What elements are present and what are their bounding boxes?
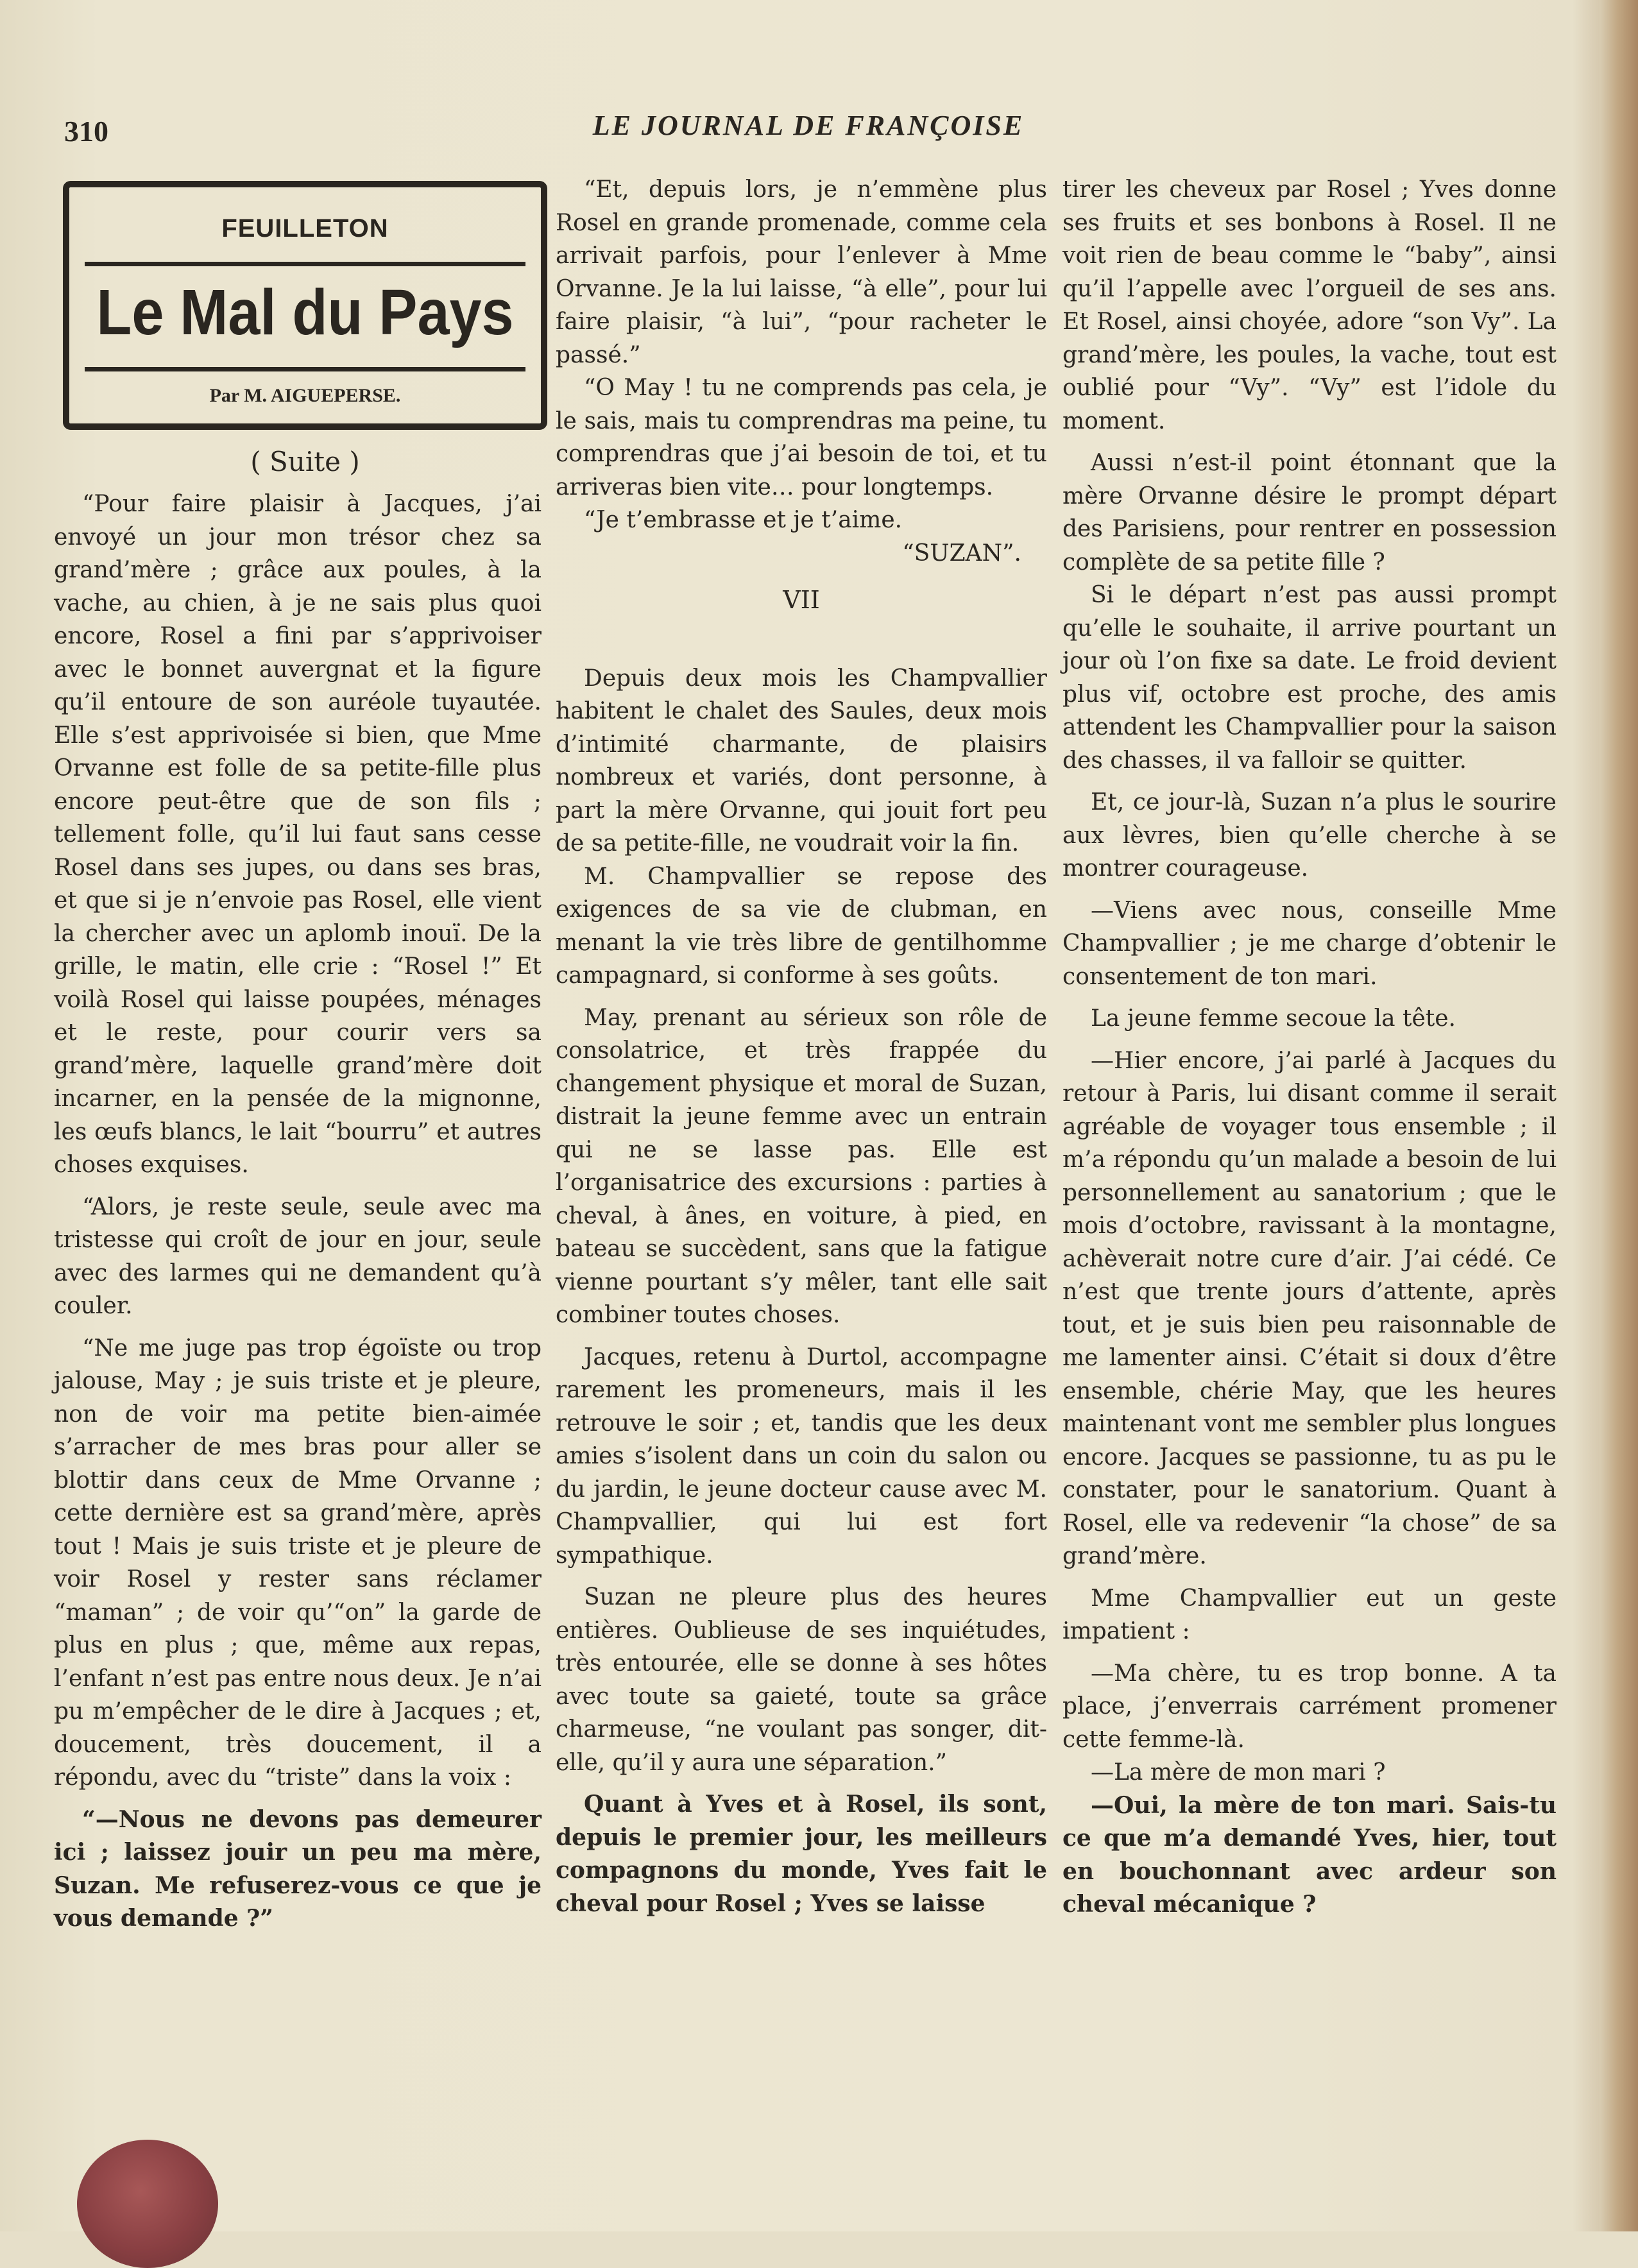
paragraph: Depuis deux mois les Champvallier habitent le chalet des Saules, deux mois d’intimité charmante, de plaisirs nombreux et variés, dont personne, à part la mère Orvanne, qui jouit fort peu de sa petite-fille, ne voudrait voir la fin.: [556, 665, 1047, 857]
paragraph: Aussi n’est-il point étonnant que la mère Orvanne désire le prompt départ des Parisiens, pour rentrer en possession complète de sa petite fille ?: [1062, 450, 1557, 576]
column-2: [556, 173, 1047, 1920]
suite-label: ( Suite ): [250, 446, 360, 477]
paragraph: Et, ce jour-là, Suzan n’a plus le sourire aux lèvres, bien qu’elle cherche à se montrer courageuse.: [1062, 789, 1557, 882]
story-author: Par M. AIGUEPERSE.: [209, 385, 401, 406]
paragraph: “Je t’embrasse et je t’aime.: [584, 507, 903, 533]
paragraph: Quant à Yves et à Rosel, ils sont, depuis le premier jour, les meilleurs compagnons du monde, Yves fait le cheval pour Rosel ; Yves se laisse: [556, 1791, 1047, 1917]
paragraph: Suzan ne pleure plus des heures entières. Oublieuse de ses inquiétudes, très entourée, elle se donne à ses hôtes avec toute sa gaieté, toute sa grâce charmeuse, “ne voulant pas songer, dit-elle, qu’il y aura une séparation.”: [556, 1584, 1047, 1776]
feuilleton-kicker: FEUILLETON: [221, 214, 389, 243]
paragraph: Mme Champvallier eut un geste impatient :: [1062, 1585, 1557, 1644]
story-title: Le Mal du Pays: [96, 277, 514, 348]
paragraph: “Ne me juge pas trop égoïste ou trop jalouse, May ; je suis triste et je pleure, non de voir ma petite bien-aimée s’arracher de mes bras pour aller se blottir dans ceux de Mme Orvanne ; cette dernière est sa grand’mère, après tout ! Mais je suis triste et je pleure de voir Rosel y rester sans réclamer “maman” ; de voir qu’“on” la garde de plus en plus ; que, même aux repas, l’enfant n’est pas entre nous deux. Je n’ai pu m’empêcher de le dire à Jacques ; et, doucement, très doucement, il a répondu, avec du “triste” dans la voix :: [54, 1334, 542, 1791]
paragraph: —Ma chère, tu es trop bonne. A ta place, j’enverrais carrément promener cette femme-là.: [1062, 1660, 1557, 1753]
paragraph: —Hier encore, j’ai parlé à Jacques du retour à Paris, lui disant comme il serait agréable de voyager tous ensemble ; il m’a répondu qu’un malade a besoin de lui personnellement au sanatorium ; que le mois d’octobre, ravissant à la montagne, achèverait notre cure d’air. J’ai cédé. Ce n’est que trente jours d’attente, après tout, et je suis bien peu raisonnable de me lamenter ainsi. C’était si doux d’être ensemble, chérie May, que les heures maintenant vont me sembler plus longues encore. Jacques se passionne, tu as pu le constater, pour le sanatorium. Quant à Rosel, elle va redevenir “la chose” de sa grand’mère.: [1062, 1047, 1557, 1569]
paragraph: Si le départ n’est pas aussi prompt qu’elle le souhaite, il arrive pourtant un jour où l’on fixe sa date. Le froid devient plus vif, octobre est proche, des amis attendent les Champvallier pour la saison des chasses, il va falloir se quitter.: [1062, 582, 1557, 774]
title-rule-top: [85, 262, 525, 266]
paragraph: Jacques, retenu à Durtol, accompagne rarement les promeneurs, mais il les retrouve le soir ; et, tandis que les deux amies s’isolent dans un coin du salon ou du jardin, le jeune docteur cause avec M. Champvallier, qui lui est fort sympathique.: [556, 1343, 1047, 1569]
paragraph: May, prenant au sérieux son rôle de consolatrice, et très frappée du changement physique et moral de Suzan, distrait la jeune femme avec un entrain qui ne se lasse pas. Elle est l’organisatrice des excursions : parties à cheval, à ânes, en voiture, à pied, en bateau se succèdent, sans que la fatigue vienne pourtant s’y mêler, tant elle sait combiner toutes choses.: [556, 1004, 1047, 1328]
page-edge: [1600, 0, 1638, 2231]
paragraph: —La mère de mon mari ?: [1091, 1759, 1386, 1786]
thumb-photo: [77, 2140, 218, 2268]
running-head: LE JOURNAL DE FRANÇOISE: [592, 110, 1025, 141]
letter-signature: “SUZAN”.: [902, 540, 1021, 567]
feuilleton-title-box: [63, 181, 547, 430]
paragraph: —Viens avec nous, conseille Mme Champvallier ; je me charge d’obtenir le consentement de ton mari.: [1062, 897, 1557, 990]
paragraph: M. Champvallier se repose des exigences de sa vie de clubman, en menant la vie très libre de gentilhomme campagnard, si conforme à ses goûts.: [556, 863, 1047, 989]
column-1: [54, 488, 542, 1936]
paragraph: tirer les cheveux par Rosel ; Yves donne ses fruits et ses bonbons à Rosel. Il ne voit rien de beau comme le “baby”, ainsi qu’il l’appelle avec l’orgueil de ses ans. Et Rosel, ainsi choyée, adore “son Vy”. La grand’mère, les poules, la vache, tout est oublié pour “Vy”. “Vy” est l’idole du moment.: [1062, 176, 1557, 434]
title-rule-bottom: [85, 367, 525, 371]
column-3: [1062, 173, 1557, 1922]
paragraph: “Alors, je reste seule, seule avec ma tristesse qui croît de jour en jour, seule avec des larmes qui ne demandent qu’à couler.: [54, 1193, 542, 1319]
paragraph: “—Nous ne devons pas demeurer ici ; laissez jouir un peu ma mère, Suzan. Me refuserez-vous ce que je vous demande ?”: [54, 1805, 542, 1932]
chapter-heading: VII: [783, 586, 820, 614]
paragraph: “Et, depuis lors, je n’emmène plus Rosel en grande promenade, comme cela arrivait parfois, pour l’enlever à Mme Orvanne. Je la lui laisse, “à elle”, pour lui faire plaisir, “à lui”, “pour racheter le passé.”: [556, 176, 1047, 368]
paragraph: La jeune femme secoue la tête.: [1091, 1005, 1456, 1032]
paragraph: —Oui, la mère de ton mari. Sais-tu ce que m’a demandé Yves, hier, tout en bouchonnant avec ardeur son cheval mécanique ?: [1062, 1791, 1557, 1918]
paragraph: “Pour faire plaisir à Jacques, j’ai envoyé un jour mon trésor chez sa grand’mère ; grâce aux poules, à la vache, au chien, à je ne sais plus quoi encore, Rosel a fini par s’apprivoiser avec le bonnet auvergnat et la figure qu’il entoure de son auréole tuyautée. Elle s’est apprivoisée si bien, que Mme Orvanne est folle de sa petite-fille plus encore peut-être que de son fils ; tellement folle, qu’il lui faut sans cesse Rosel dans ses jupes, ou dans ses bras, et que si je n’envoie pas Rosel, elle vient la chercher avec un aplomb inouï. De la grille, le matin, elle crie : “Rosel !” Et voilà Rosel qui laisse poupées, ménages et le reste, pour courir vers sa grand’mère, laquelle grand’mère doit incarner, en la pensée de la mignonne, les œufs blancs, le lait “bourru” et autres choses exquises.: [54, 491, 542, 1178]
page-number: 310: [64, 115, 108, 148]
paragraph: “O May ! tu ne comprends pas cela, je le sais, mais tu comprendras ma peine, tu comprendras que j’ai besoin de toi, et tu arriveras bien vite… pour longtemps.: [556, 375, 1047, 500]
